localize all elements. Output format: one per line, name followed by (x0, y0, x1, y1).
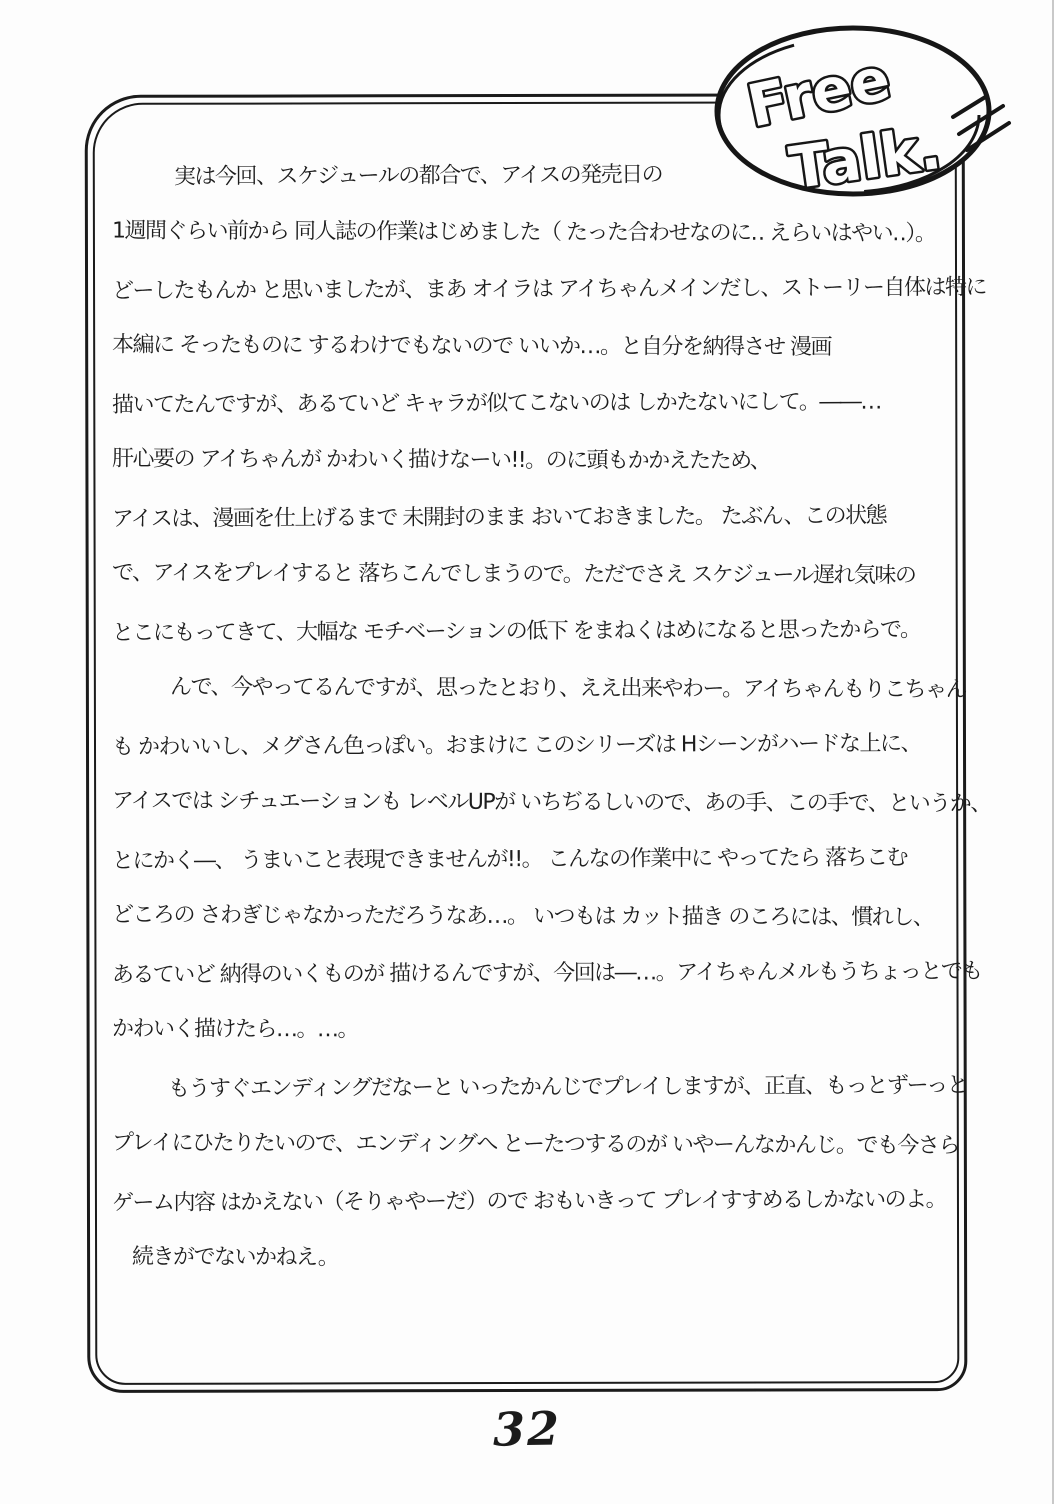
text-line: 1週間ぐらい前から 同人誌の作業はじめました（ たった合わせなのに‥ えらいはやい‥）。 (111, 218, 936, 247)
text-line: かわいく描けたら…。…。 (111, 1016, 359, 1043)
text-line: ゲーム内容 はかえない（そりゃやーだ）ので おもいきって プレイすすめるしかないのよ。 (111, 1187, 947, 1216)
text-line: も かわいいし、メグさん色っぽい。おまけに このシリーズは Hシーンがハードな上に、 (111, 731, 922, 760)
text-line: 続きがでないかねえ。 (131, 1244, 339, 1271)
text-line: 実は今回、スケジュールの都合で、アイスの発売日の (173, 162, 663, 190)
text-line: プレイにひたりたいので、エンディングへ とーたつするのが いやーんなかんじ。でも今さら (111, 1130, 959, 1159)
text-line: とこにもってきて、大幅な モチベーションの低下 をまねくはめになると思ったからで。 (111, 617, 921, 646)
text-line: 描いてたんですが、あるていど キャラが似てこないのは しかたないにして。――… (111, 389, 881, 418)
handwritten-text (111, 147, 991, 1287)
text-line: あるていど 納得のいくものが 描けるんですが、今回は―…。アイちゃんメルもうちょっとでも (111, 959, 982, 988)
text-line: アイスでは シチュエーションも レベルUPが いちぢるしいので、あの手、この手で、というか、 (111, 788, 991, 817)
text-line: もうすぐエンディングだなーと いったかんじでプレイしますが、正直、もっとずーっと (167, 1073, 968, 1102)
text-line: で、アイスをプレイすると 落ちこんでしまうので。ただでさえ スケジュール遅れ気味の (111, 560, 916, 589)
text-line: んで、今やってるんですが、思ったとおり、ええ出来やわー。アイちゃんもりこちゃん (169, 674, 967, 703)
text-line: 本編に そったものに するわけでもないので いいか…。と自分を納得させ 漫画 (111, 332, 832, 361)
free-talk-badge (703, 16, 1015, 212)
text-line: どーしたもんか と思いましたが、まあ オイラは アイちゃんメインだし、ストーリー自体は特に (111, 275, 987, 304)
text-line: とにかく―、 うまいこと表現できませんが!!。 こんなの作業中に やってたら 落ちこむ (111, 845, 908, 874)
badge-word-talk: Talk. (785, 113, 946, 203)
text-line: 肝心要の アイちゃんが かわいく描けなーい!!。のに頭もかかえたため、 (111, 446, 771, 474)
page-number: 32 (492, 1401, 562, 1457)
text-line: どころの さわぎじゃなかっただろうなあ…。 いつもは カット描き のころには、慣れし、 (111, 902, 934, 931)
badge-word-free: Free (741, 44, 896, 141)
text-line: アイスは、漫画を仕上げるまで 未開封のまま おいておきました。 たぶん、この状態 (111, 503, 887, 532)
